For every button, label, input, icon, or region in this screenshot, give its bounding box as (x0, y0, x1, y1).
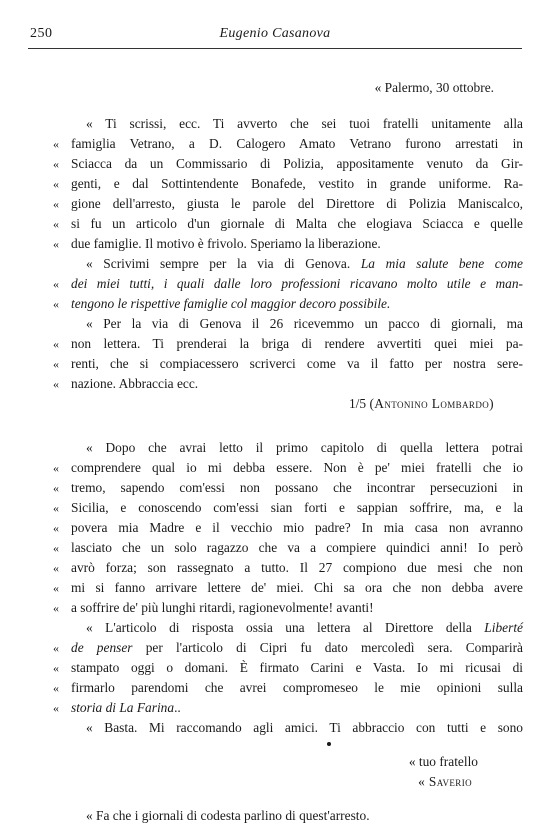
guillemet-mark: « (53, 541, 59, 555)
closing-text: « tuo fratello (408, 754, 478, 769)
text-line (0, 498, 550, 518)
guillemet-mark: « (53, 277, 59, 291)
line-text: avrò forza; son rassegnato a tutto. Il 27 compiono due mesi che non (71, 560, 523, 575)
line-text: Sciacca da un Commissario di Polizia, appositamente venuto da Gir- (71, 156, 523, 171)
closing-line (0, 752, 550, 772)
guillemet-mark: « (53, 377, 59, 391)
text-line (0, 174, 550, 194)
line-text: renti, che si compiacessero scriverci come va il fatto per nostra sere- (71, 356, 523, 371)
line-segment: « L'articolo di risposta ossia una lettera al Direttore della (86, 620, 472, 635)
line-text: lasciato che un solo ragazzo che va a compiere quindici anni! Io però (71, 540, 523, 555)
line-text: famiglia Vetrano, a D. Calogero Amato Vetrano furono arrestati in (71, 136, 523, 151)
guillemet-mark: « (53, 601, 59, 615)
line-text (71, 698, 523, 718)
line-text: povera mia Madre e il vecchio mio padre? In mia casa non avranno (71, 520, 523, 535)
text-line (0, 678, 550, 698)
text-line (0, 518, 550, 538)
closing-signature: « Saverio (418, 774, 472, 789)
text-line (0, 698, 550, 718)
guillemet-mark: « (53, 521, 59, 535)
text-line (0, 334, 550, 354)
guillemet-mark: « (53, 177, 59, 191)
guillemet-mark: « (53, 217, 59, 231)
text-line (0, 194, 550, 214)
line-text: non lettera. Ti prenderai la briga di rendere avvertiti quei miei pa- (71, 336, 523, 351)
text-line (0, 478, 550, 498)
guillemet-mark: « (53, 337, 59, 351)
text-line (0, 114, 550, 134)
postscript-line (0, 806, 550, 826)
line-segment: .. (174, 700, 181, 715)
text-line (0, 618, 550, 638)
guillemet-mark: « (53, 157, 59, 171)
italic-segment: storia di La Farina (71, 700, 175, 715)
line-text: mi si fanno arrivare lettere de' miei. Chi sa ora che non debba avere (71, 580, 523, 595)
text-line (0, 598, 550, 618)
text-line (0, 154, 550, 174)
text-line (0, 294, 550, 314)
line-text: tengono le rispettive famiglie col maggior decoro possibile. (71, 296, 391, 311)
guillemet-mark: « (53, 681, 59, 695)
text-line (0, 234, 550, 254)
text-line (0, 354, 550, 374)
text-line (0, 134, 550, 154)
guillemet-mark: « (53, 237, 59, 251)
text-line (0, 558, 550, 578)
guillemet-mark: « (53, 197, 59, 211)
text-line (0, 578, 550, 598)
text-line (0, 658, 550, 678)
guillemet-mark: « (53, 581, 59, 595)
text-line (0, 638, 550, 658)
signature-line (0, 394, 550, 414)
text-line (0, 718, 550, 738)
page-number: 250 (30, 26, 53, 41)
line-text: stampato oggi o domani. È firmato Carini e Vasta. Io mi ricusai di (71, 660, 523, 675)
line-text: « Ti scrissi, ecc. Ti avverto che sei tuoi fratelli unitamente alla (86, 116, 523, 131)
italic-segment: Liberté (484, 620, 523, 635)
text-line (0, 274, 550, 294)
ink-dot (327, 742, 331, 746)
line-text: tremo, sapendo com'essi non possano che incontrar persecuzioni in (71, 480, 523, 495)
guillemet-mark: « (53, 481, 59, 495)
line-text: genti, e dal Sottintendente Bonafede, vestito in grande uniforme. Ra- (71, 176, 523, 191)
line-text: « Dopo che avrai letto il primo capitolo di quella lettera potrai (86, 440, 523, 455)
guillemet-mark: « (53, 137, 59, 151)
text-line (0, 254, 550, 274)
signature-name: (Antonino Lombardo) (369, 396, 494, 411)
guillemet-mark: « (53, 641, 59, 655)
text-line (0, 314, 550, 334)
line-text: « Per la via di Genova il 26 ricevemmo un pacco di giornali, ma (86, 316, 523, 331)
postscript: « Fa che i giornali di codesta parlino di quest'arresto. (86, 808, 370, 823)
signature-ref: 1/5 (348, 396, 367, 411)
running-header (30, 26, 520, 46)
line-text: gione dell'arresto, giusta le parole del Direttore di Polizia Maniscalco, (71, 196, 523, 211)
text-line (0, 374, 550, 394)
line-text (86, 254, 523, 274)
guillemet-mark: « (53, 561, 59, 575)
line-text: Sicilia, e conoscendo com'essi sian forti e sappian soffrire, ma, e la (71, 500, 523, 515)
header-rule (28, 48, 522, 49)
line-text (86, 618, 523, 638)
guillemet-mark: « (53, 701, 59, 715)
guillemet-mark: « (53, 297, 59, 311)
text-line (0, 214, 550, 234)
line-text: due famiglie. Il motivo è frivolo. Speriamo la liberazione. (71, 236, 381, 251)
text-line (0, 458, 550, 478)
text-line (0, 538, 550, 558)
line-text: firmarlo parendomi che avrei compromeseo le mie opinioni sulla (71, 680, 523, 695)
guillemet-mark: « (53, 461, 59, 475)
text-line (0, 438, 550, 458)
line-segment: per l'articolo di Cipri fu dato mercoledì sera. Comparirà (145, 640, 524, 655)
line-text: si fu un articolo d'un giornale di Malta che elogiava Sciacca e quelle (71, 216, 523, 231)
guillemet-mark: « (53, 357, 59, 371)
signature (349, 394, 494, 414)
italic-segment: La mia salute bene come (360, 256, 523, 271)
line-text: a soffrire de' più lunghi ritardi, ragionevolmente! avanti! (71, 600, 374, 615)
line-text: nazione. Abbraccia ecc. (71, 376, 199, 391)
line-text: comprendere qual io mi debba essere. Non è pe' miei fratelli che io (71, 460, 523, 475)
line-segment: « Scrivimi sempre per la via di Genova. (86, 256, 351, 271)
running-title: Eugenio Casanova (219, 26, 331, 41)
guillemet-mark: « (53, 661, 59, 675)
line-text (71, 638, 523, 658)
line-text: « Basta. Mi raccomando agli amici. Ti abbraccio con tutti e sono (86, 720, 523, 735)
guillemet-mark: « (53, 501, 59, 515)
closing-signature-line (0, 772, 550, 792)
dateline-line (0, 78, 550, 98)
italic-segment: de penser (71, 640, 133, 655)
line-text: dei miei tutti, i quali dalle loro professioni ricavano molto utile e man- (71, 276, 523, 291)
dateline: « Palermo, 30 ottobre. (374, 80, 494, 95)
